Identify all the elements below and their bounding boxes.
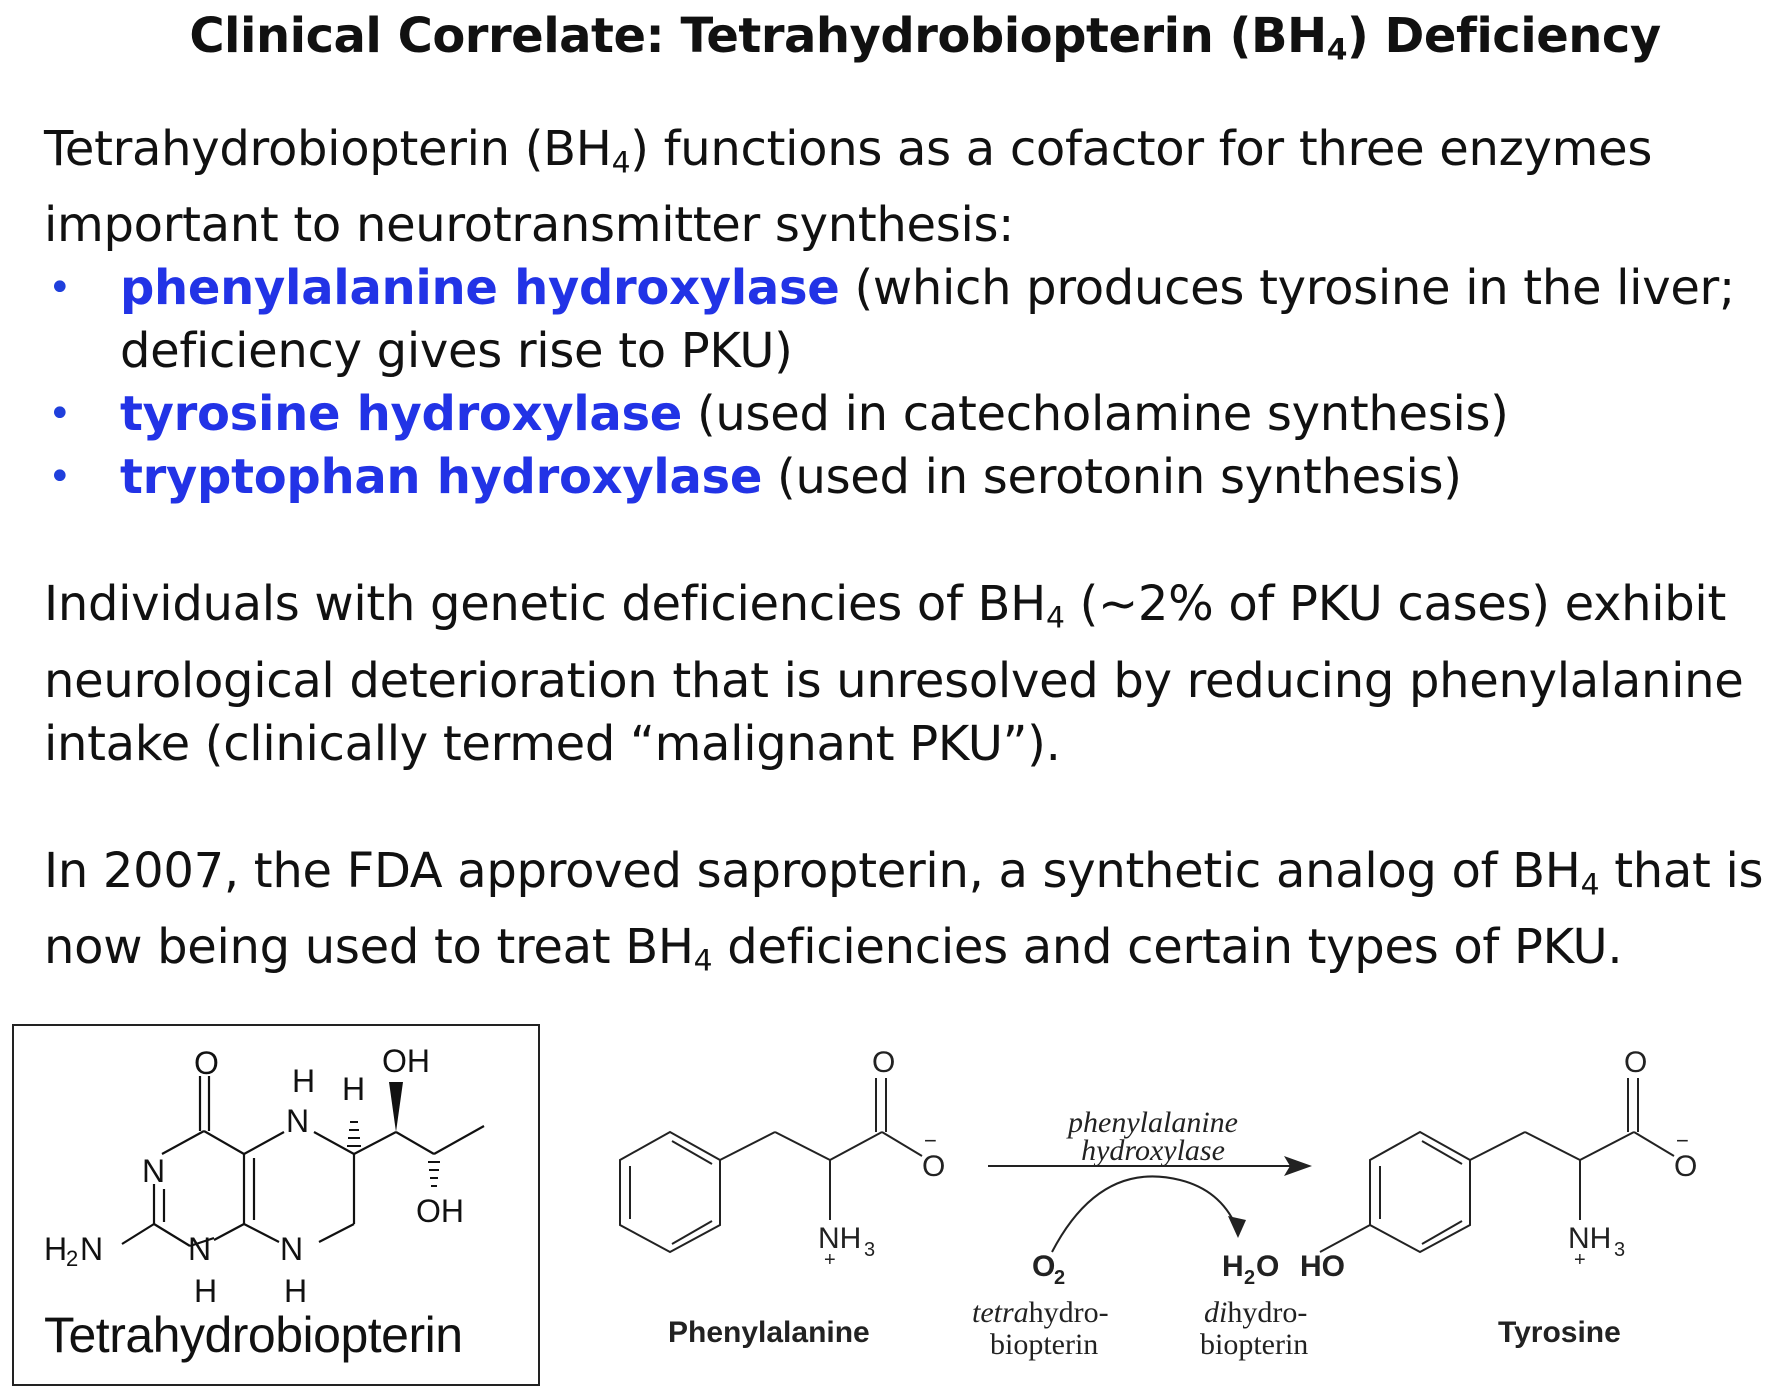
- intro-paragraph: Tetrahydrobiopterin $(BH_4)$ functions as a cofactor for three enzymes important to neurotransmitter synthesis:: [44, 121, 1653, 254]
- list-item: • tyrosine hydroxylase (used in catecholamine synthesis): [44, 383, 1774, 446]
- atom-label: OH: [416, 1193, 464, 1229]
- structure-caption: Tetrahydrobiopterin: [44, 1307, 463, 1363]
- cofactor-out-label: hydro-: [1227, 1296, 1308, 1329]
- sapropterin-paragraph: In 2007, the FDA approved sapropterin, a synthetic analog of $BH_4$ that is now being used to treat $BH_4$ deficiencies and certain types of PKU.: [44, 842, 1764, 979]
- o2-label: 2: [1054, 1267, 1066, 1289]
- atom-label: 2: [66, 1246, 79, 1271]
- atom-label: N: [142, 1153, 166, 1189]
- atom-label: −: [924, 1128, 937, 1153]
- atom-label: N: [286, 1103, 310, 1139]
- atom-label: +: [1574, 1249, 1586, 1271]
- atom-label: N: [280, 1231, 304, 1267]
- atom-label: H: [194, 1273, 218, 1309]
- cofactor-in-label: tetra: [972, 1296, 1029, 1329]
- enzyme-name: tryptophan hydroxylase: [120, 449, 763, 506]
- h2o-label: O: [1256, 1250, 1280, 1283]
- bullet-icon: •: [48, 265, 72, 312]
- atom-label: O: [1674, 1150, 1698, 1183]
- enzyme-name: phenylalanine hydroxylase: [120, 260, 840, 317]
- product-label: Tyrosine: [1498, 1316, 1621, 1349]
- cofactor-in-label: biopterin: [990, 1328, 1099, 1361]
- main-text: [44, 118, 1774, 993]
- list-item: • phenylalanine hydroxylase (which produces tyrosine in the liver; deficiency gives rise to PKU): [44, 257, 1774, 383]
- h2o-label: 2: [1244, 1267, 1256, 1289]
- phenylalanine-hydroxylase-reaction-icon: [600, 1020, 1790, 1390]
- atom-label: H: [44, 1231, 68, 1267]
- atom-label: +: [824, 1249, 836, 1271]
- reaction-diagram: [600, 1020, 1790, 1394]
- atom-label: H: [342, 1071, 366, 1107]
- atom-label: NH: [818, 1222, 862, 1255]
- svg-text:dihydro-: [1204, 1296, 1307, 1329]
- atom-label: −: [1676, 1128, 1689, 1153]
- bullet-icon: •: [48, 454, 72, 501]
- deficiency-paragraph: Individuals with genetic deficiencies of $BH_4$ (~2% of PKU cases) exhibit neurological deterioration that is unresolved by reducing phenylalanine intake (clinically termed “malignant PKU”).: [44, 576, 1744, 772]
- atom-label: H: [284, 1273, 308, 1309]
- atom-label: O: [872, 1046, 896, 1079]
- ho-label: HO: [1300, 1250, 1345, 1283]
- atom-label: O: [922, 1150, 946, 1183]
- atom-label: H: [292, 1063, 316, 1099]
- svg-text:tetrahydro-: [972, 1296, 1109, 1329]
- atom-label: OH: [382, 1043, 430, 1079]
- page-title: Clinical Correlate: Tetrahydrobiopterin $(BH_4)$ Deficiency: [189, 8, 1661, 68]
- o2-label: O: [1032, 1250, 1056, 1283]
- enzyme-list: [44, 257, 1774, 509]
- atom-label: NH: [1568, 1222, 1612, 1255]
- cofactor-out-label: di: [1204, 1296, 1228, 1329]
- list-item: • tryptophan hydroxylase (used in serotonin synthesis): [44, 446, 1774, 509]
- substrate-label: Phenylalanine: [668, 1316, 870, 1349]
- atom-label: O: [1624, 1046, 1648, 1079]
- enzyme-label: hydroxylase: [1081, 1134, 1225, 1167]
- atom-label: 3: [864, 1239, 876, 1261]
- tetrahydrobiopterin-structure-box: [12, 1024, 540, 1386]
- cofactor-out-label: biopterin: [1200, 1328, 1309, 1361]
- enzyme-label: phenylalanine: [1068, 1106, 1238, 1139]
- enzyme-name: tyrosine hydroxylase: [120, 386, 683, 443]
- atom-label: N: [80, 1231, 104, 1267]
- atom-label: 3: [1614, 1239, 1626, 1261]
- h2o-label: H: [1222, 1250, 1244, 1283]
- atom-label: O: [194, 1045, 219, 1081]
- cofactor-in-label: hydro-: [1028, 1296, 1109, 1329]
- bullet-icon: •: [48, 391, 72, 438]
- atom-label: N: [188, 1231, 212, 1267]
